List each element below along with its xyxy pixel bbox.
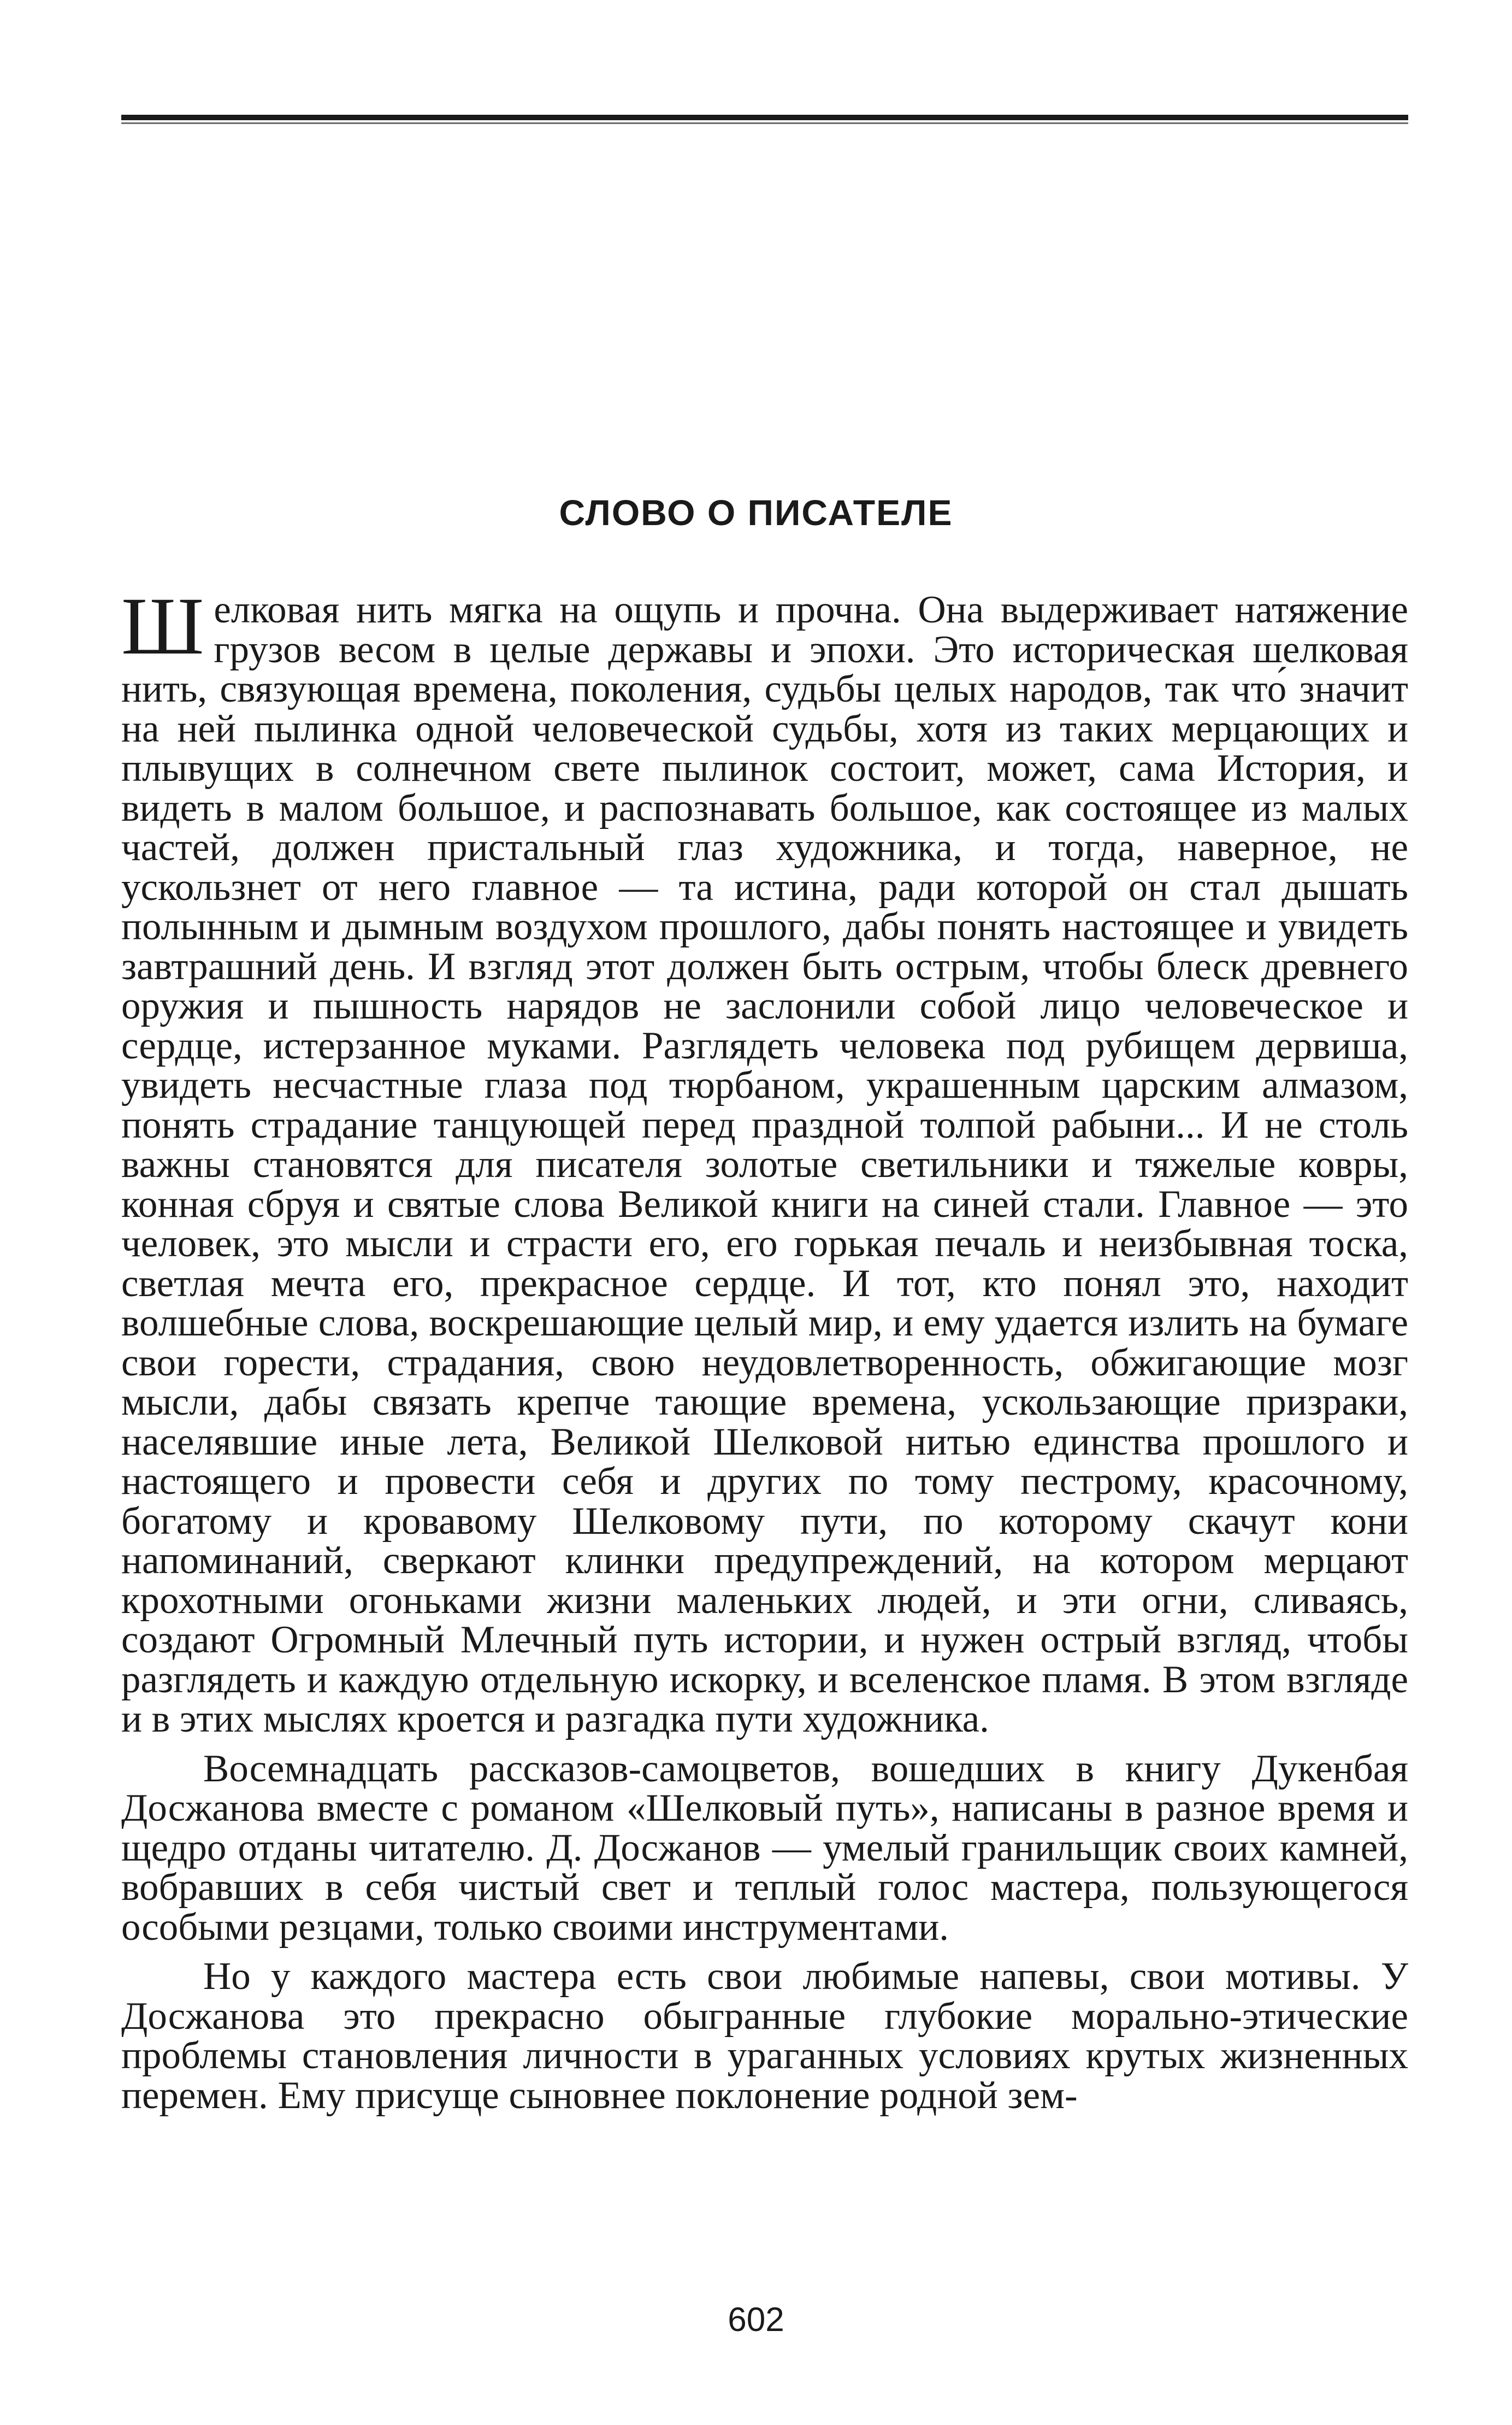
page-number: 602 (728, 2301, 784, 2339)
page-title: СЛОВО О ПИСАТЕЛЕ (559, 492, 953, 533)
drop-cap: Ш (121, 581, 204, 672)
top-rule (121, 115, 1408, 120)
paragraph-2: Восемнадцать рассказов-самоцветов, вошедших в книгу Дукенбая Досжанова вместе с романом «Шелковый путь», написаны в разное время и щедро отданы читателю. Д. Досжанов — умелый гранильщик своих камней, вобравших в себя чистый свет и теплый голос мастера, пользующегося особыми резцами, только своими инструментами. (121, 1747, 1408, 1949)
body-text (121, 581, 1408, 2117)
paragraph-1-text: елковая нить мягка на ощупь и прочна. Она выдерживает натяжение грузов весом в целые державы и эпохи. Это историческая шелковая нить, связующая времена, поколения, судьбы целых народов, так что́ значит на ней пылинка одной человеческой судьбы, хотя из таких мерцающих и плывущих в солнечном свете пылинок состоит, может, сама История, и видеть в малом большое, и распознавать большое, как состоящее из малых частей, должен пристальный глаз художника, и тогда, наверное, не ускользнет от него главное — та истина, ради которой он стал дышать полынным и дымным воздухом прошлого, дабы понять настоящее и увидеть завтрашний день. И взгляд этот должен быть острым, чтобы блеск древнего оружия и пышность нарядов не заслонили собой лицо человеческое и сердце, истерзанное муками. Разглядеть человека под рубищем дервиша, увидеть несчастные глаза под тюрбаном, украшенным царским алмазом, понять страдание танцующей перед праздной толпой рабыни... И не столь важны становятся для писателя золотые светильники и тяжелые ковры, конная сбруя и святые слова Великой книги на синей стали. Главное — это человек, это мысли и страсти его, его горькая печаль и неизбывная тоска, светлая мечта его, прекрасное сердце. И тот, кто понял это, находит волшебные слова, воскрешающие целый мир, и ему удается излить на бумаге свои горести, страдания, свою неудовлетворенность, обжигающие мозг мысли, дабы связать крепче тающие времена, ускользающие призраки, населявшие иные лета, Великой Шелковой нитью единства прошлого и настоящего и провести себя и других по тому пестрому, красочному, богатому и кровавому Шелковому пути, по которому скачут кони напоминаний, сверкают клинки предупреждений, на котором мерцают крохотными огоньками жизни маленьких людей, и эти огни, сливаясь, создают Огромный Млечный путь истории, и нужен острый взгляд, чтобы разглядеть и каждую отдельную искорку, и вселенское пламя. В этом взгляде и в этих мыслях кроется и разгадка пути художника. (121, 588, 1408, 1740)
paragraph-1 (121, 581, 1408, 1740)
paragraph-3: Но у каждого мастера есть свои любимые напевы, свои мотивы. У Досжанова это прекрасно обыгранные глубокие морально-этические проблемы становления личности в ураганных условиях крутых жизненных перемен. Ему присуще сыновнее поклонение родной зем- (121, 1955, 1408, 2117)
